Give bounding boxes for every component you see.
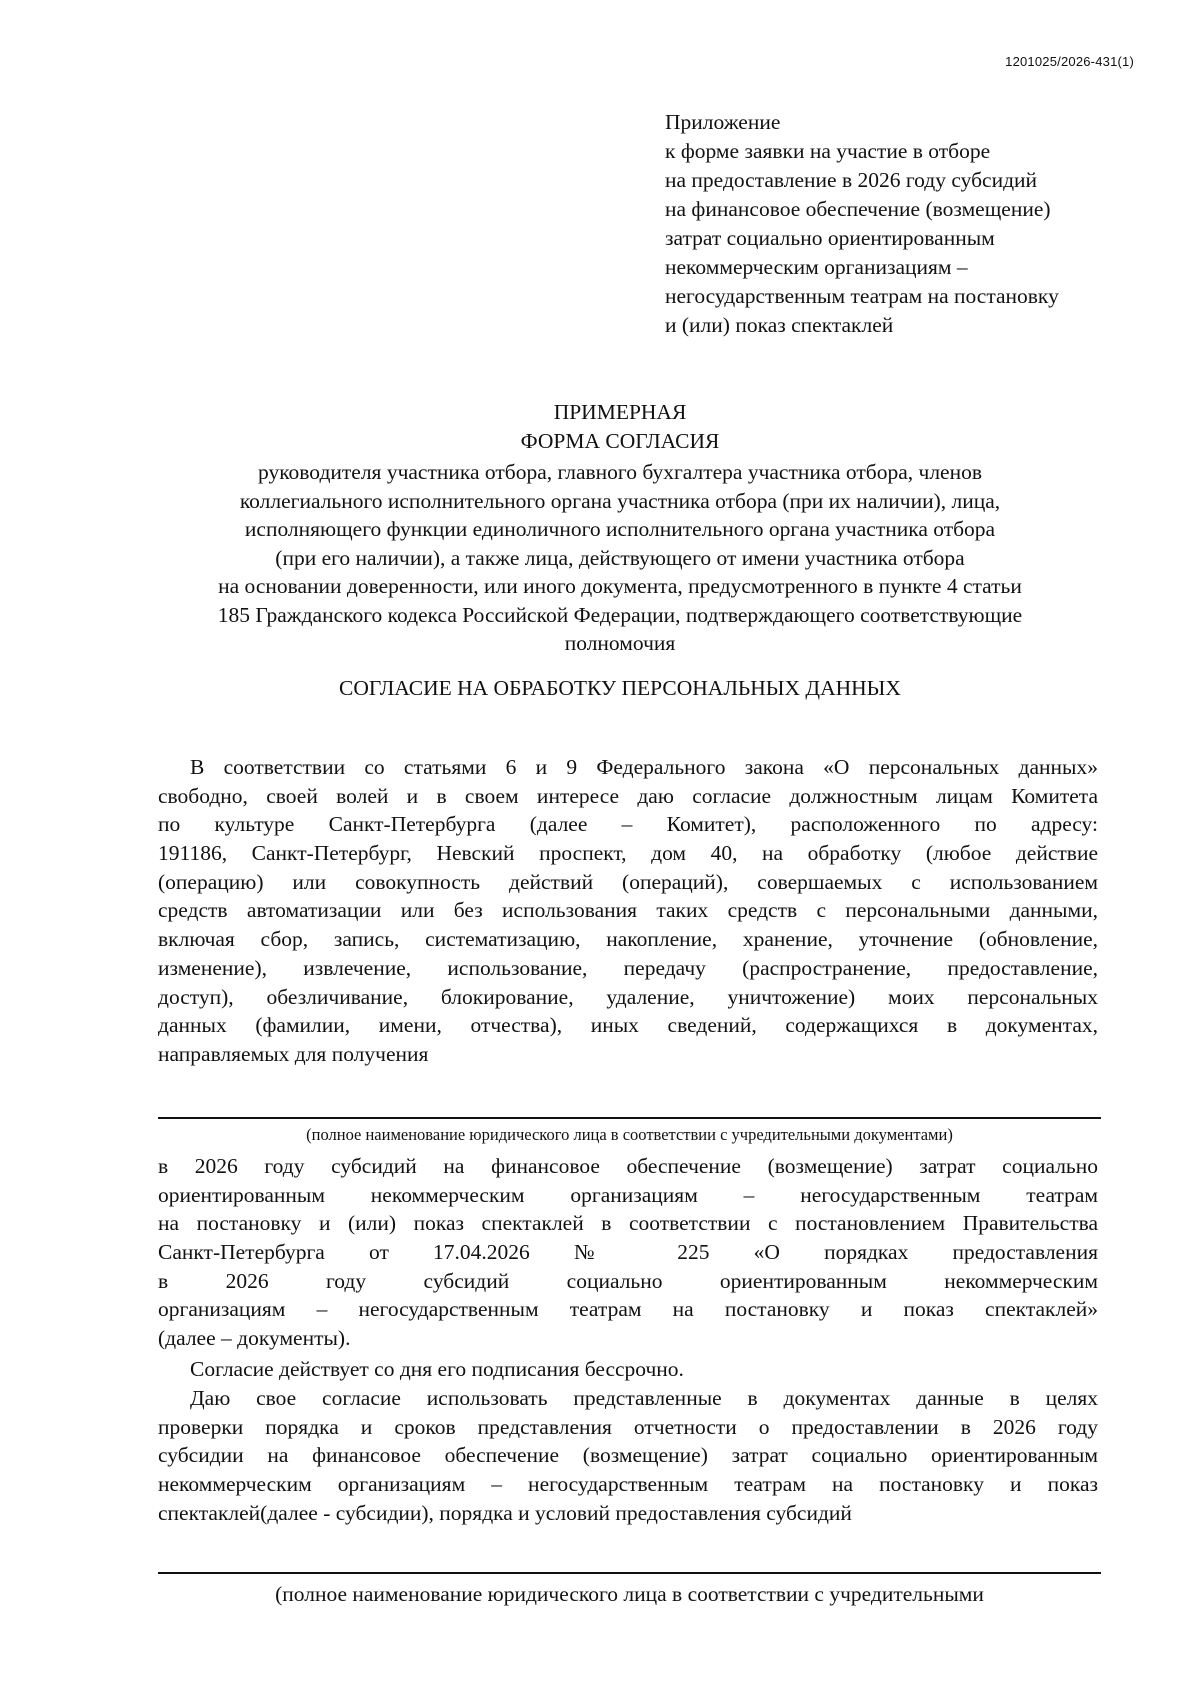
paragraph-line: в 2026 году субсидий социально ориентированным некоммерческим (158, 1268, 1098, 1293)
paragraph-line: проверки порядка и сроков представления отчетности о предоставлении в 2026 году (158, 1414, 1098, 1439)
fill-in-line (158, 1572, 1101, 1574)
paragraph-line: свободно, своей волей и в своем интересе даю согласие должностным лицам Комитета (158, 783, 1098, 808)
field-caption: (полное наименование юридического лица в соответствии с учредительными (275, 1582, 984, 1606)
paragraph-line: Даю свое согласие использовать представленные в документах данные в целях (190, 1386, 1098, 1410)
appendix-line: негосударственным театрам на постановку (665, 284, 1059, 308)
paragraph-line: доступ), обезличивание, блокирование, удаление, уничтожение) моих персональных (158, 984, 1098, 1009)
paragraph-line: спектаклей(далее - субсидии), порядка и условий предоставления субсидий (158, 1500, 852, 1525)
appendix-header (665, 108, 1145, 340)
document-subtitle (140, 458, 1100, 658)
paragraph-line: изменение), извлечение, использование, передачу (распространение, предоставление, (158, 955, 1098, 980)
appendix-line: и (или) показ спектаклей (665, 313, 894, 337)
subtitle-line: коллегиального исполнительного органа участника отбора (при их наличии), лица, (239, 488, 1001, 513)
section-heading: СОГЛАСИЕ НА ОБРАБОТКУ ПЕРСОНАЛЬНЫХ ДАННЫХ (339, 676, 901, 700)
paragraph-subsidies (158, 1152, 1098, 1353)
subtitle-line: (при его наличии), а также лица, действующего от имени участника отбора (275, 545, 965, 570)
paragraph-line: ориентированным некоммерческим организациям – негосударственным театрам (158, 1182, 1098, 1207)
paragraph-consent (158, 753, 1098, 1069)
subtitle-line: руководителя участника отбора, главного бухгалтера участника отбора, членов (257, 460, 983, 484)
subtitle-line: на основании доверенности, или иного документа, предусмотренного в пункте 4 статьи (218, 574, 1022, 598)
paragraph-line: организациям – негосударственным театрам на постановку и показ спектаклей» (158, 1297, 1098, 1322)
paragraph-line: субсидии на финансовое обеспечение (возмещение) затрат социально ориентированным (158, 1443, 1098, 1468)
paragraph-line: (далее – документы). (158, 1326, 351, 1351)
appendix-line: к форме заявки на участие в отборе (665, 139, 991, 163)
paragraph-line: в 2026 году субсидий на финансовое обеспечение (возмещение) затрат социально (158, 1154, 1098, 1178)
paragraph-validity (158, 1355, 1098, 1384)
paragraph-line: В соответствии со статьями 6 и 9 Федерального закона «О персональных данных» (190, 755, 1098, 779)
paragraph-line: на постановку и (или) показ спектаклей в соответствии с постановлением Правительства (158, 1211, 1098, 1236)
paragraph-line: некоммерческим организациям – негосударственным театрам на постановку и показ (158, 1472, 1098, 1497)
paragraph-usage (158, 1384, 1098, 1527)
paragraph-line: по культуре Санкт-Петербурга (далее – Комитет), расположенного по адресу: (158, 812, 1098, 837)
paragraph-line: Санкт-Петербурга от 17.04.2026 № 225 «О порядках предоставления (158, 1240, 1098, 1265)
document-title-line-1: ПРИМЕРНАЯ (553, 400, 687, 424)
document-number: 1201025/2026-431(1) (1005, 54, 1134, 69)
field-caption: (полное наименование юридического лица в соответствии с учредительными документами) (306, 1125, 953, 1144)
appendix-line: на финансовое обеспечение (возмещение) (665, 197, 1051, 221)
paragraph-line: средств автоматизации или без использования таких средств с персональными данными, (158, 898, 1098, 923)
paragraph-line: направляемых для получения (158, 1041, 429, 1066)
fill-in-line (158, 1117, 1101, 1119)
document-title-line-2: ФОРМА СОГЛАСИЯ (520, 429, 720, 453)
appendix-line: Приложение (665, 110, 781, 134)
paragraph-line: включая сбор, запись, систематизацию, накопление, хранение, уточнение (обновление, (158, 927, 1098, 952)
subtitle-line: полномочия (564, 631, 676, 655)
subtitle-line: 185 Гражданского кодекса Российской Федерации, подтверждающего соответствующие (217, 602, 1023, 627)
paragraph-line: данных (фамилии, имени, отчества), иных сведений, содержащихся в документах, (158, 1013, 1098, 1038)
paragraph-line: 191186, Санкт-Петербург, Невский проспект, дом 40, на обработку (любое действие (158, 841, 1098, 866)
appendix-line: затрат социально ориентированным (665, 226, 995, 250)
paragraph-line: Согласие действует со дня его подписания бессрочно. (190, 1357, 684, 1381)
subtitle-line: исполняющего функции единоличного исполнительного органа участника отбора (244, 517, 996, 541)
paragraph-line: (операцию) или совокупность действий (операций), совершаемых с использованием (158, 869, 1098, 894)
appendix-line: некоммерческим организациям – (665, 255, 968, 279)
appendix-line: на предоставление в 2026 году субсидий (665, 168, 1038, 192)
